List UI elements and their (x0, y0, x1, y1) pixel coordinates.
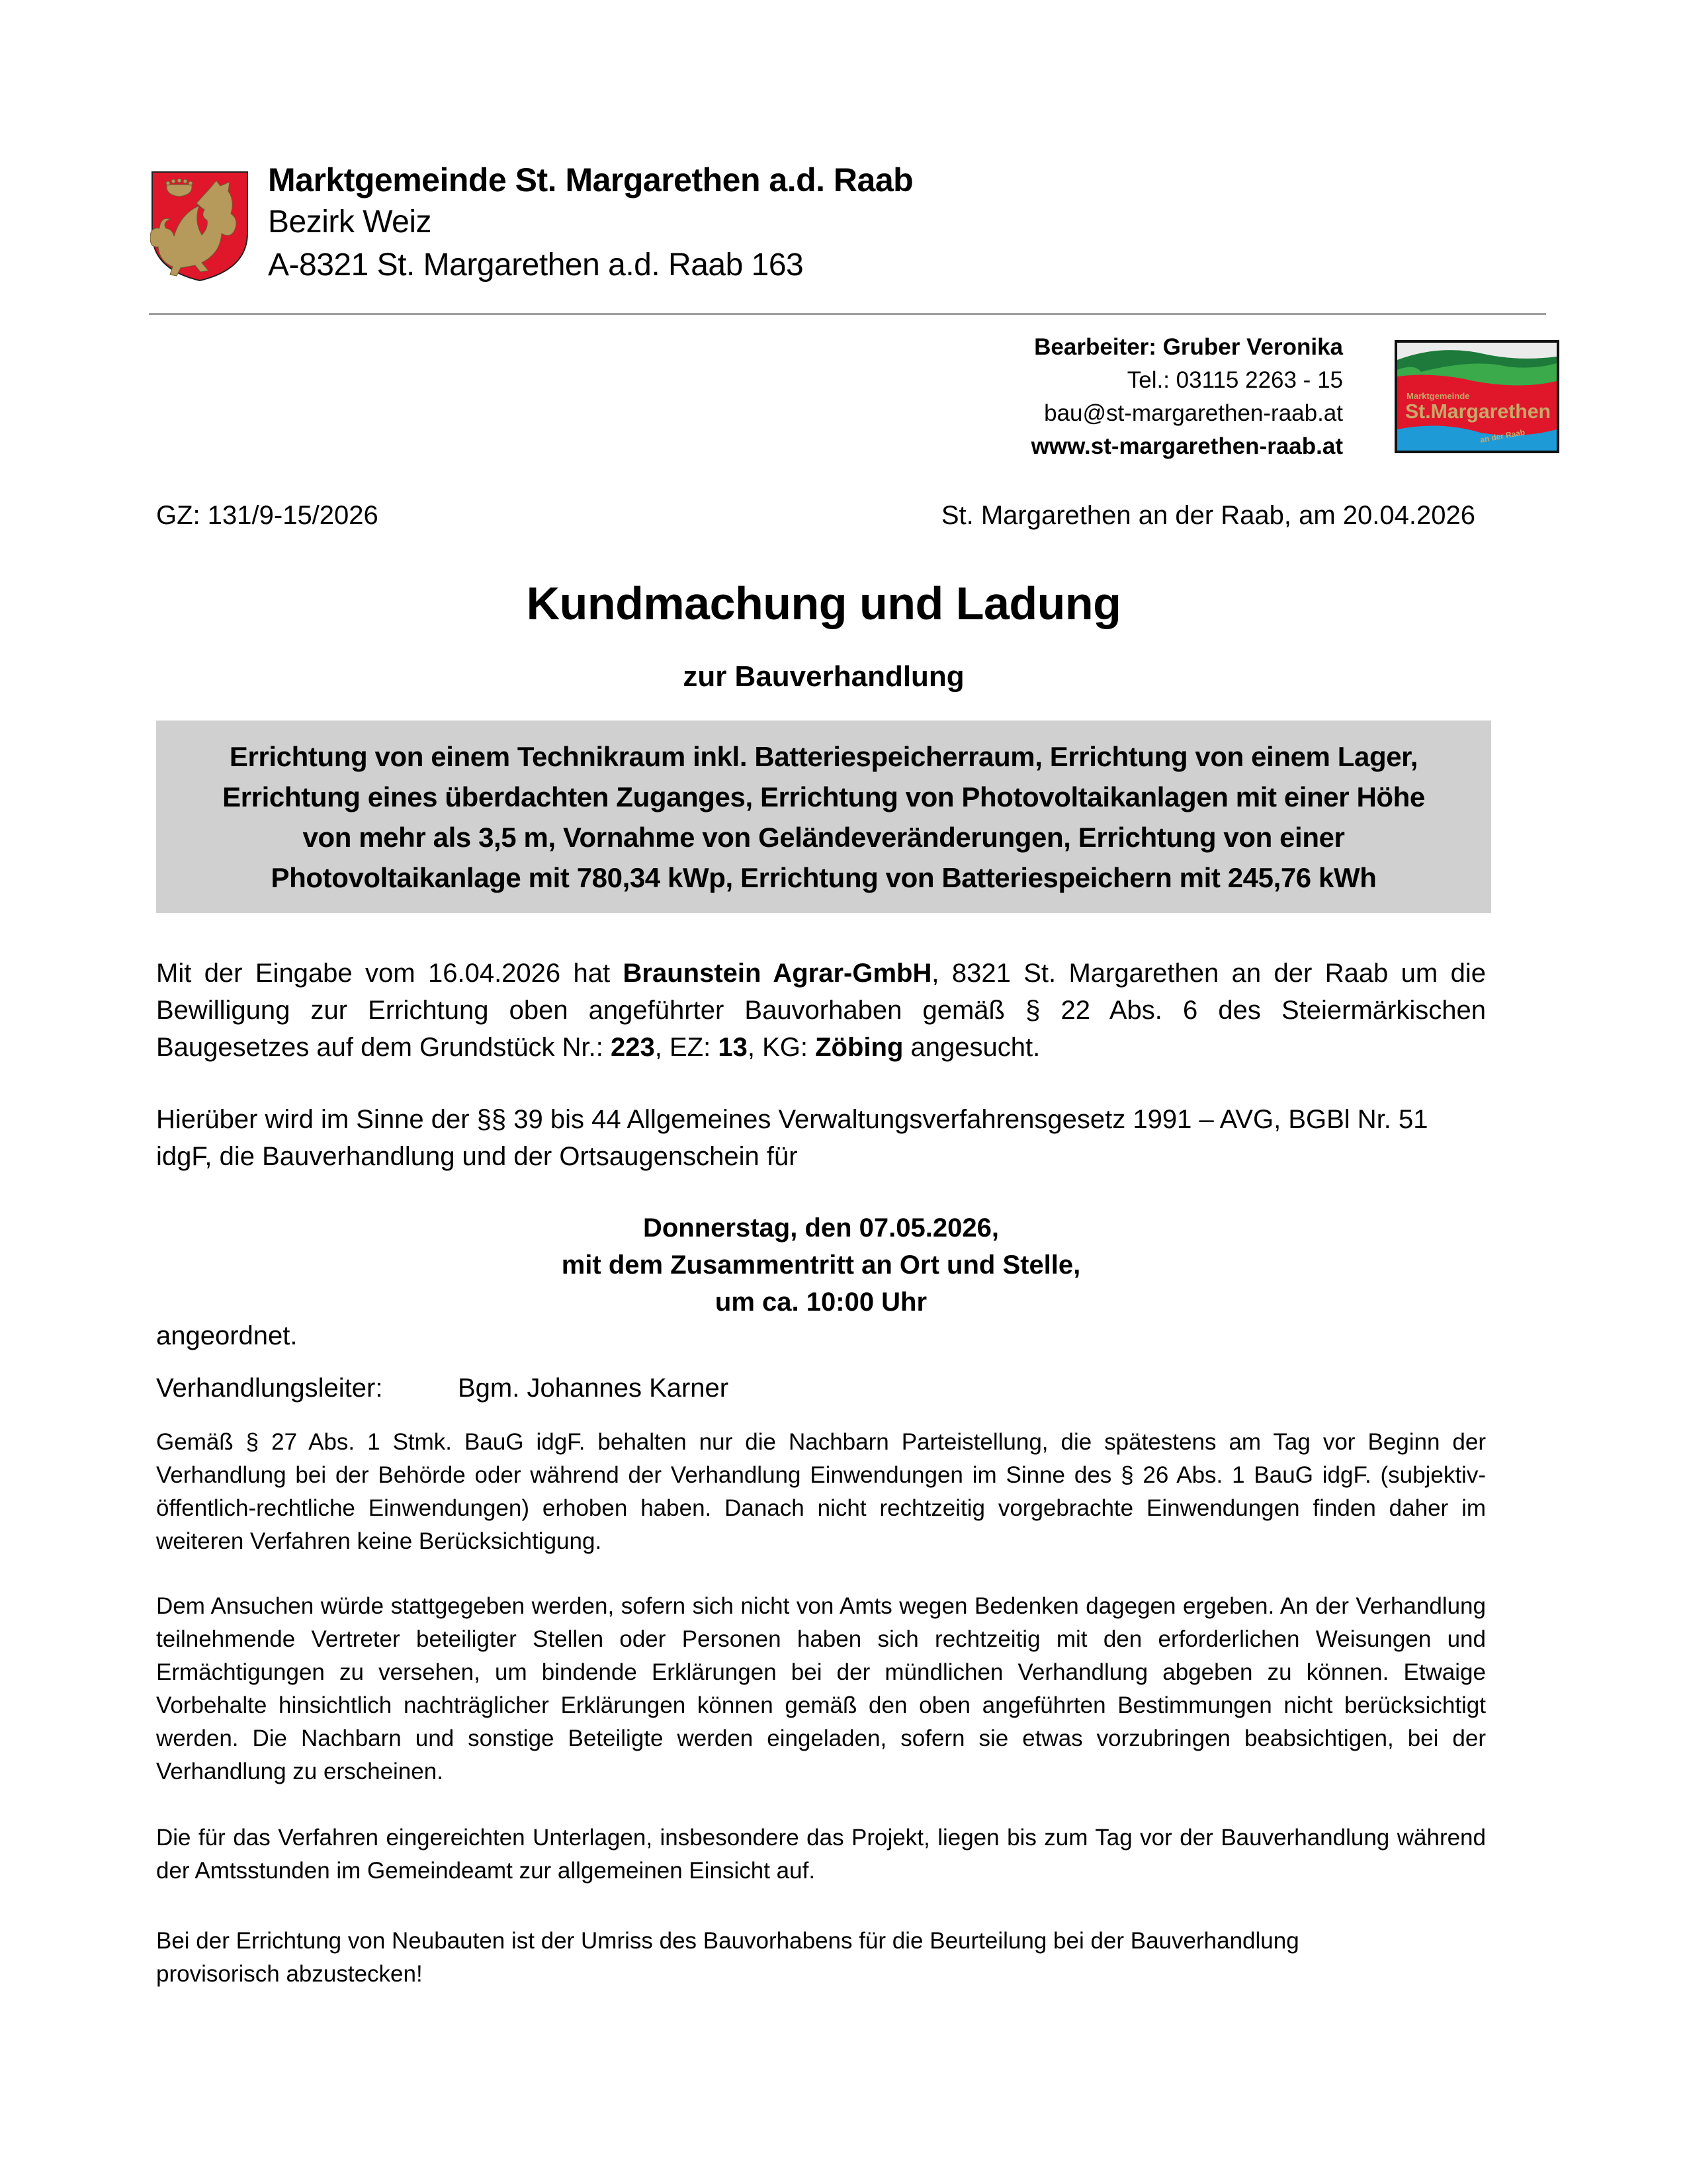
plot-number: 223 (611, 1033, 655, 1062)
text: Mit der Eingabe vom 16.04.2026 hat (156, 959, 623, 988)
text: , 8321 St. Margarethen an der Raab um die Bewilligung zur Errichtung oben angeführter Bauvorhaben gemäß § 22 Abs. 6 des Steiermärkischen Baugesetzes auf dem Grundstück Nr.: (156, 959, 1486, 1062)
approval-paragraph: Dem Ansuchen würde stattgegeben werden, sofern sich nicht von Amts wegen Bedenken dagegen ergeben. An der Verhandlung teilnehmende Vertreter beteiligter Stellen oder Personen haben sich rechtzeitig mit den erforderlichen Weisungen und Ermächtigungen zu versehen, um bindende Erklärungen bei der mündlichen Verhandlung abgeben zu können. Etwaige Vorbehalte hinsichtlich nachträglicher Erklärungen können gemäß den oben angeführten Bestimmungen nicht berücksichtigt werden. Die Nachbarn und sonstige Beteiligte werden eingeladen, sofern sie etwas vorzubringen beabsichtigen, bei der Verhandlung zu erscheinen. (156, 1593, 1486, 1784)
staking-line: Bei der Errichtung von Neubauten ist der Umriss des Bauvorhabens für die Beurteilung bei der Bauverhandlung (156, 1928, 1299, 1954)
text: angesucht. (903, 1033, 1041, 1062)
applicant-name: Braunstein Agrar-GmbH (623, 959, 932, 988)
website-link[interactable]: www.st-margarethen-raab.at (1031, 433, 1343, 459)
leader-label: Verhandlungsleiter: (156, 1374, 383, 1403)
documents-paragraph: Die für das Verfahren eingereichten Unterlagen, insbesondere das Projekt, liegen bis zum Tag vor der Bauverhandlung während der Amtsstunden im Gemeindeamt zur allgemeinen Einsicht auf. (156, 1825, 1486, 1884)
logo-line2: St.Margarethen (1405, 400, 1551, 423)
project-line: von mehr als 3,5 m, Vornahme von Geländeveränderungen, Errichtung von einer (302, 822, 1345, 853)
logo-line3: an der Raab (1479, 427, 1526, 445)
clerk-name: Bearbeiter: Gruber Veronika (1034, 334, 1343, 360)
file-reference: GZ: 131/9-15/2026 (156, 501, 378, 530)
municipality-logo-icon (1395, 340, 1559, 453)
ordered-text: angeordnet. (156, 1321, 298, 1350)
cadastral-community: Zöbing (815, 1033, 904, 1062)
legal-basis-paragraph: Hierüber wird im Sinne der §§ 39 bis 44 Allgemeines Verwaltungsverfahrensgesetz 1991 – AVG, BGBl Nr. 51 idgF, die Bauverhandlung und der Ortsaugenschein für (156, 1105, 1428, 1171)
text: , KG: (747, 1033, 816, 1062)
place-and-date: St. Margarethen an der Raab, am 20.04.2026 (941, 501, 1475, 530)
project-line: Photovoltaikanlage mit 780,34 kWp, Errichtung von Batteriespeichern mit 245,76 kWh (271, 862, 1377, 893)
staking-line: provisorisch abzustecken! (156, 1961, 423, 1987)
document-subtitle: zur Bauverhandlung (683, 660, 965, 693)
logo-line1: Marktgemeinde (1406, 391, 1470, 401)
hearing-date: Donnerstag, den 07.05.2026, (642, 1213, 999, 1243)
staking-paragraph (156, 1925, 1486, 1991)
district-name: Bezirk Weiz (268, 204, 431, 240)
project-description-box (156, 721, 1491, 913)
municipality-name: Marktgemeinde St. Margarethen a.d. Raab (268, 161, 914, 198)
header-divider (149, 313, 1546, 315)
objections-paragraph: Gemäß § 27 Abs. 1 Stmk. BauG idgF. behalten nur die Nachbarn Parteistellung, die spätestens am Tag vor Beginn der Verhandlung bei der Behörde oder während der Verhandlung Einwendungen im Sinne des § 26 Abs. 1 BauG idgF. (subjektiv-öffentlich-rechtliche Einwendungen) erhoben haben. Danach nicht rechtzeitig vorgebrachte Einwendungen finden daher im weiteren Verfahren keine Berücksichtigung. (156, 1429, 1486, 1554)
municipality-address: A-8321 St. Margarethen a.d. Raab 163 (268, 247, 804, 283)
leader-name: Bgm. Johannes Karner (458, 1374, 729, 1403)
hearing-time: um ca. 10:00 Uhr (714, 1288, 928, 1317)
project-line: Errichtung eines überdachten Zuganges, Errichtung von Photovoltaikanlagen mit einer Höhe (222, 781, 1425, 812)
coat-of-arms-icon (150, 170, 249, 283)
text: , EZ: (654, 1033, 718, 1062)
clerk-phone: Tel.: 03115 2263 - 15 (1127, 367, 1343, 393)
ez-number: 13 (718, 1033, 748, 1062)
hearing-details (156, 1209, 1486, 1321)
clerk-email-link[interactable]: bau@st-margarethen-raab.at (1044, 400, 1343, 426)
hearing-meeting-point: mit dem Zusammentritt an Ort und Stelle, (561, 1250, 1081, 1280)
project-line: Errichtung von einem Technikraum inkl. Batteriespeicherraum, Errichtung von einem Lager, (229, 741, 1418, 772)
application-paragraph (156, 955, 1486, 1066)
document-title: Kundmachung und Ladung (526, 578, 1121, 629)
